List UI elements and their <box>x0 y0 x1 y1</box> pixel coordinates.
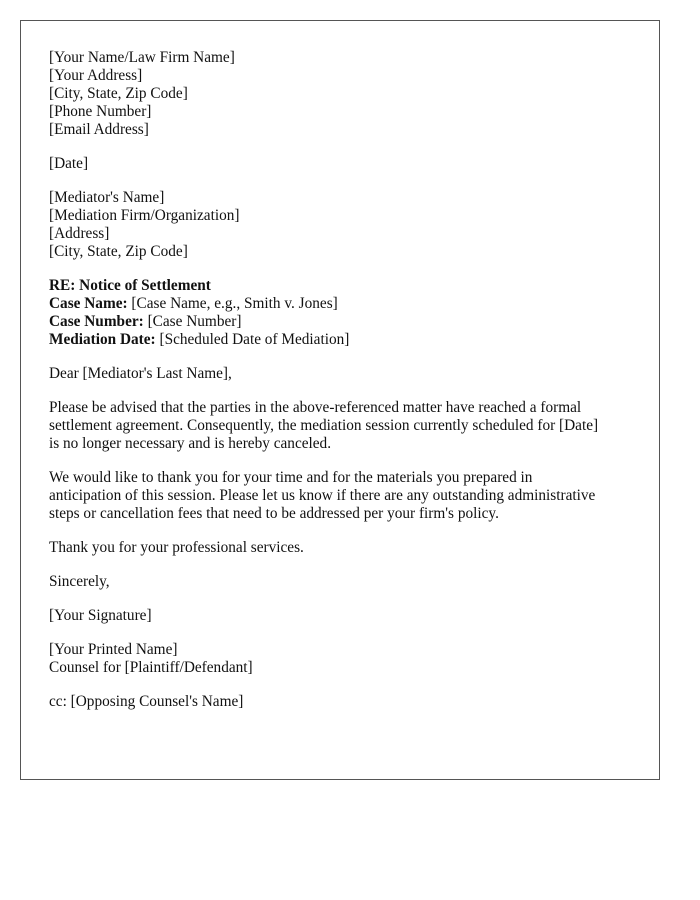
letter-date: [Date] <box>49 155 89 172</box>
letter-page <box>20 20 660 780</box>
case-number-value: [Case Number] <box>147 313 242 330</box>
body-paragraph-1 <box>49 399 631 453</box>
signer-role: Counsel for [Plaintiff/Defendant] <box>49 659 253 676</box>
sender-phone: [Phone Number] <box>49 103 152 120</box>
sender-block <box>49 49 631 139</box>
sender-address: [Your Address] <box>49 67 143 84</box>
body-paragraph-2-line-2: anticipation of this session. Please let us know if there are any outstanding administrative <box>49 487 596 504</box>
body-paragraph-1-line-2: settlement agreement. Consequently, the mediation session currently scheduled for [Date] <box>49 417 599 434</box>
body-paragraph-3 <box>49 539 631 557</box>
case-number-label: Case Number: <box>49 313 144 330</box>
mediation-date-label: Mediation Date: <box>49 331 156 348</box>
mediation-date-line <box>49 331 631 349</box>
mediation-date-value: [Scheduled Date of Mediation] <box>159 331 350 348</box>
recipient-address: [Address] <box>49 225 110 242</box>
salutation-block <box>49 365 631 383</box>
body-paragraph-1-line-3: is no longer necessary and is hereby canceled. <box>49 435 332 452</box>
recipient-name: [Mediator's Name] <box>49 189 165 206</box>
sender-city-state-zip: [City, State, Zip Code] <box>49 85 188 102</box>
recipient-organization: [Mediation Firm/Organization] <box>49 207 240 224</box>
sender-email: [Email Address] <box>49 121 149 138</box>
case-number-line <box>49 313 631 331</box>
body-paragraph-2-line-3: steps or cancellation fees that need to be addressed per your firm's policy. <box>49 505 499 522</box>
signer-printed-name: [Your Printed Name] <box>49 641 178 658</box>
cc-line: cc: [Opposing Counsel's Name] <box>49 693 244 710</box>
body-paragraph-2 <box>49 469 631 523</box>
recipient-city-state-zip: [City, State, Zip Code] <box>49 243 188 260</box>
cc-block <box>49 693 631 711</box>
body-paragraph-2-line-1: We would like to thank you for your time and for the materials you prepared in <box>49 469 533 486</box>
case-name-label: Case Name: <box>49 295 128 312</box>
closing: Sincerely, <box>49 573 110 590</box>
date-block <box>49 155 631 173</box>
case-name-line <box>49 295 631 313</box>
signature-placeholder: [Your Signature] <box>49 607 152 624</box>
case-name-value: [Case Name, e.g., Smith v. Jones] <box>131 295 338 312</box>
subject-block <box>49 277 631 349</box>
body-paragraph-1-line-1: Please be advised that the parties in the above-referenced matter have reached a formal <box>49 399 582 416</box>
recipient-block <box>49 189 631 261</box>
salutation: Dear [Mediator's Last Name], <box>49 365 232 382</box>
subject-re: RE: Notice of Settlement <box>49 277 211 294</box>
body-paragraph-3-text: Thank you for your professional services. <box>49 539 304 556</box>
sender-name: [Your Name/Law Firm Name] <box>49 49 235 66</box>
signature-block <box>49 607 631 625</box>
signer-block <box>49 641 631 677</box>
closing-block <box>49 573 631 591</box>
